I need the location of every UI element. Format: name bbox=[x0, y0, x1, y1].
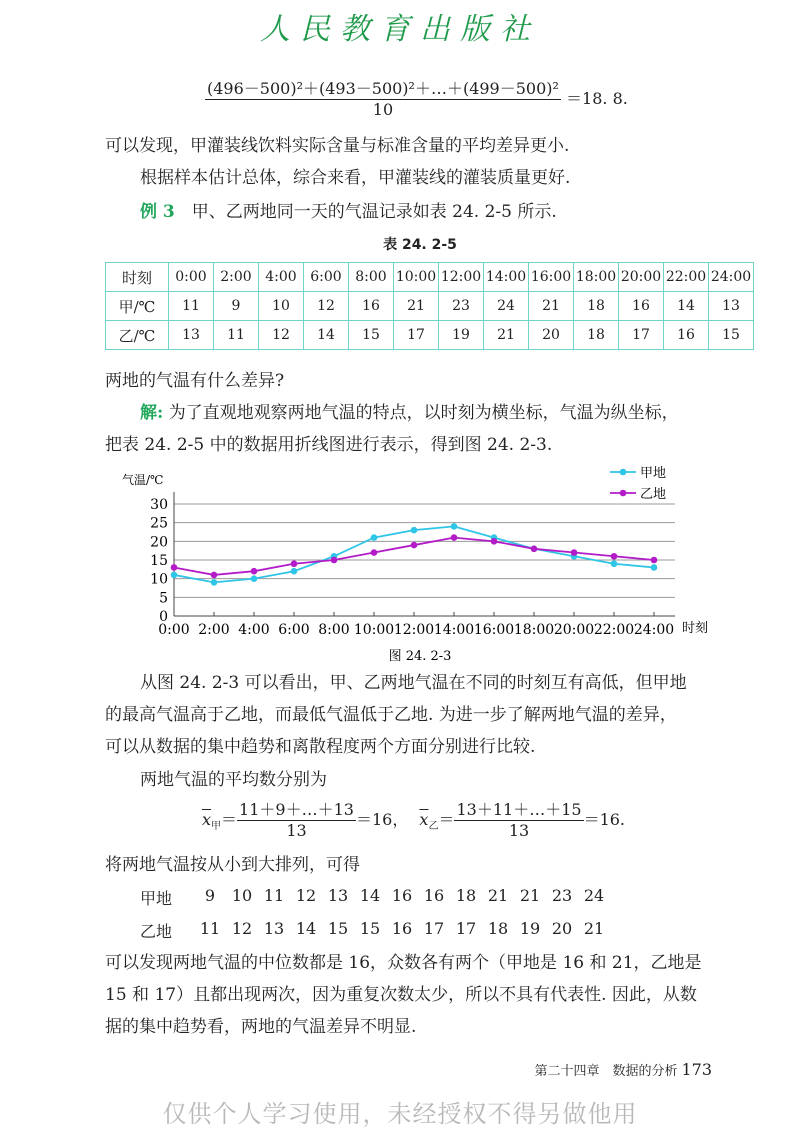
data-point bbox=[611, 553, 618, 560]
sorted-value: 24 bbox=[583, 886, 605, 905]
paragraph-6-line-3: 据的集中趋势看，两地的气温差异不明显. bbox=[105, 1017, 417, 1037]
table-cell: 20:00 bbox=[619, 263, 664, 292]
variance-formula bbox=[205, 79, 628, 120]
table-row-yi bbox=[106, 321, 754, 350]
temperature-line-chart bbox=[0, 460, 800, 670]
sorted-value: 9 bbox=[204, 886, 216, 905]
mean-var-jia: $\overline{x}$ bbox=[202, 810, 212, 829]
y-axis-label: 气温/℃ bbox=[122, 473, 164, 487]
table-row-jia bbox=[106, 292, 754, 321]
chart-legend bbox=[610, 465, 666, 502]
table-cell: 13 bbox=[709, 292, 754, 321]
table-cell: 14:00 bbox=[484, 263, 529, 292]
mean-sub-jia: 甲 bbox=[211, 821, 222, 833]
sorted-label: 甲地 bbox=[140, 889, 173, 908]
table-cell: 16 bbox=[664, 321, 709, 350]
paragraph-5: 将两地气温按从小到大排列，可得 bbox=[105, 855, 360, 875]
x-tick-label: 10:00 bbox=[353, 622, 395, 638]
row-label-yi: 乙/℃ bbox=[106, 321, 169, 350]
table-cell: 12 bbox=[259, 321, 304, 350]
paragraph-3-line-3: 可以从数据的集中趋势和离散程度两个方面分别进行比较. bbox=[105, 737, 536, 757]
table-cell: 9 bbox=[214, 292, 259, 321]
sorted-value: 14 bbox=[359, 886, 381, 905]
legend-label: 甲地 bbox=[640, 466, 667, 481]
table-cell: 21 bbox=[394, 292, 439, 321]
sorted-value: 14 bbox=[295, 919, 317, 938]
sorted-value: 23 bbox=[551, 886, 573, 905]
data-point bbox=[211, 572, 218, 579]
legend-marker bbox=[620, 490, 627, 497]
y-tick-label: 20 bbox=[150, 534, 168, 551]
data-point bbox=[451, 534, 458, 541]
solution-label: 解: bbox=[140, 403, 164, 423]
table-cell: 19 bbox=[439, 321, 484, 350]
example-text: 甲、乙两地同一天的气温记录如表 24. 2-5 所示. bbox=[191, 202, 557, 222]
data-point bbox=[371, 549, 378, 556]
sorted-value: 10 bbox=[231, 886, 253, 905]
table-cell: 24:00 bbox=[709, 263, 754, 292]
table-cell: 18 bbox=[574, 292, 619, 321]
data-point bbox=[171, 572, 178, 579]
data-point bbox=[211, 579, 218, 586]
table-cell: 12 bbox=[304, 292, 349, 321]
mean-sub-yi: 乙 bbox=[428, 821, 439, 833]
data-point bbox=[291, 568, 298, 575]
data-point bbox=[491, 538, 498, 545]
table-cell: 16 bbox=[349, 292, 394, 321]
data-point bbox=[411, 542, 418, 549]
table-cell: 24 bbox=[484, 292, 529, 321]
paragraph-3-line-1: 从图 24. 2-3 可以看出，甲、乙两地气温在不同的时刻互有高低，但甲地 bbox=[140, 673, 687, 693]
solution-line-2: 把表 24. 2-5 中的数据用折线图进行表示，得到图 24. 2-3. bbox=[105, 435, 553, 455]
sorted-value: 15 bbox=[327, 919, 349, 938]
page-footer bbox=[534, 1060, 712, 1079]
y-tick-label: 30 bbox=[150, 497, 168, 513]
paragraph-3-line-2: 的最高气温高于乙地，而最低气温低于乙地. 为进一步了解两地气温的差异， bbox=[105, 705, 677, 725]
mean-denominator-jia: 13 bbox=[286, 821, 307, 840]
mean-var-yi: $\overline{x}$ bbox=[419, 810, 429, 829]
sorted-value: 12 bbox=[295, 886, 317, 905]
y-tick-label: 10 bbox=[150, 571, 168, 588]
sorted-value: 17 bbox=[455, 919, 477, 938]
data-point bbox=[411, 527, 418, 534]
sorted-value: 16 bbox=[391, 919, 413, 938]
mean-numerator-jia: 11＋9＋…＋13 bbox=[239, 800, 354, 819]
table-cell: 6:00 bbox=[304, 263, 349, 292]
table-cell: 10:00 bbox=[394, 263, 439, 292]
table-cell: 14 bbox=[304, 321, 349, 350]
table-header-label: 时刻 bbox=[106, 263, 169, 292]
x-tick-label: 18:00 bbox=[513, 622, 555, 638]
x-tick-label: 22:00 bbox=[593, 622, 635, 638]
sorted-value: 13 bbox=[327, 886, 349, 905]
table-cell: 14 bbox=[664, 292, 709, 321]
data-point bbox=[611, 560, 618, 567]
table-title: 表 24. 2-5 bbox=[383, 237, 457, 253]
data-point bbox=[171, 564, 178, 571]
table-cell: 8:00 bbox=[349, 263, 394, 292]
data-point bbox=[371, 534, 378, 541]
paragraph-6-line-2: 15 和 17）且都出现两次，因为重复次数太少，所以不具有代表性. 因此，从数 bbox=[105, 985, 697, 1005]
table-cell: 11 bbox=[169, 292, 214, 321]
x-tick-label: 12:00 bbox=[393, 622, 435, 638]
data-point bbox=[571, 549, 578, 556]
mean-fraction-yi bbox=[454, 800, 583, 841]
table-cell: 2:00 bbox=[214, 263, 259, 292]
table-cell: 0:00 bbox=[169, 263, 214, 292]
variance-result: ＝18. 8. bbox=[566, 89, 628, 108]
x-tick-label: 2:00 bbox=[198, 622, 230, 638]
y-tick-label: 15 bbox=[150, 553, 168, 569]
table-cell: 4:00 bbox=[259, 263, 304, 292]
sorted-value: 17 bbox=[423, 919, 445, 938]
paragraph-4: 两地气温的平均数分别为 bbox=[140, 770, 327, 790]
table-cell: 16:00 bbox=[529, 263, 574, 292]
paragraph-1: 可以发现，甲灌装线饮料实际含量与标准含量的平均差异更小. bbox=[105, 136, 570, 156]
temperature-table bbox=[105, 262, 754, 350]
example-label: 例 3 bbox=[140, 202, 175, 222]
sorted-value: 11 bbox=[199, 919, 221, 938]
series-line-jia bbox=[174, 526, 654, 582]
mean-formulas: $\overline{x}_甲=$ $\frac{11+9+\dots+13}{13}$ ＝16， $\overline{x}_乙=$ $\frac{13+11+\dots+15}{13}$ ＝16. bbox=[202, 800, 626, 840]
table-cell: 12:00 bbox=[439, 263, 484, 292]
x-tick-label: 24:00 bbox=[633, 622, 675, 638]
sorted-value: 16 bbox=[423, 886, 445, 905]
x-tick-label: 16:00 bbox=[473, 622, 515, 638]
legend-marker bbox=[620, 469, 627, 476]
table-cell: 10 bbox=[259, 292, 304, 321]
page-number: 173 bbox=[681, 1060, 712, 1079]
table-cell: 17 bbox=[619, 321, 664, 350]
sorted-value: 16 bbox=[391, 886, 413, 905]
table-cell: 21 bbox=[484, 321, 529, 350]
watermark: 仅供个人学习使用，未经授权不得另做他用 bbox=[162, 1100, 638, 1128]
data-point bbox=[251, 575, 258, 582]
sorted-value: 18 bbox=[487, 919, 509, 938]
table-cell: 21 bbox=[529, 292, 574, 321]
table-cell: 16 bbox=[619, 292, 664, 321]
row-label-jia: 甲/℃ bbox=[106, 292, 169, 321]
solution-line-1 bbox=[140, 398, 679, 429]
table-cell: 15 bbox=[349, 321, 394, 350]
y-tick-label: 25 bbox=[150, 515, 168, 532]
sorted-value: 20 bbox=[551, 919, 573, 938]
sorted-value: 21 bbox=[487, 886, 509, 905]
mean-fraction-jia bbox=[237, 800, 356, 841]
chart-caption: 图 24. 2-3 bbox=[388, 649, 452, 664]
question: 两地的气温有什么差异? bbox=[105, 371, 285, 391]
y-tick-label: 5 bbox=[159, 590, 168, 607]
y-tick-label: 0 bbox=[159, 609, 168, 625]
legend-label: 乙地 bbox=[640, 487, 667, 502]
data-point bbox=[651, 557, 658, 564]
sorted-value: 15 bbox=[359, 919, 381, 938]
data-point bbox=[651, 564, 658, 571]
example-3 bbox=[140, 197, 557, 228]
table-cell: 18 bbox=[574, 321, 619, 350]
mean-numerator-yi: 13＋11＋…＋15 bbox=[456, 800, 582, 819]
table-cell: 15 bbox=[709, 321, 754, 350]
data-point bbox=[251, 568, 258, 575]
sorted-value: 21 bbox=[519, 886, 541, 905]
data-point bbox=[531, 546, 538, 553]
mean-denominator-yi: 13 bbox=[508, 821, 530, 840]
solution-text-1: 为了直观地观察两地气温的特点，以时刻为横坐标，气温为纵坐标， bbox=[168, 403, 679, 423]
data-point bbox=[331, 557, 338, 564]
data-point bbox=[291, 560, 298, 567]
table-cell: 13 bbox=[169, 321, 214, 350]
sorted-value: 21 bbox=[583, 919, 605, 938]
sorted-label: 乙地 bbox=[140, 922, 173, 941]
table-cell: 20 bbox=[529, 321, 574, 350]
publisher-logo: 人民教育出版社 bbox=[260, 12, 540, 47]
mean-result-yi: ＝16. bbox=[583, 810, 626, 829]
paragraph-6-line-1: 可以发现两地气温的中位数都是 16，众数各有两个（甲地是 16 和 21，乙地是 bbox=[105, 953, 702, 973]
x-axis-label: 时刻 bbox=[682, 621, 709, 636]
variance-numerator: (496－500)²＋(493－500)²＋…＋(499－500)² bbox=[207, 79, 559, 98]
x-tick-label: 20:00 bbox=[553, 622, 595, 638]
table-cell: 18:00 bbox=[574, 263, 619, 292]
table-cell: 17 bbox=[394, 321, 439, 350]
x-tick-label: 0:00 bbox=[158, 622, 190, 638]
sorted-value: 11 bbox=[263, 886, 285, 905]
sorted-value: 12 bbox=[231, 919, 253, 938]
mean-result-jia: ＝16， bbox=[355, 810, 409, 829]
x-tick-label: 14:00 bbox=[433, 622, 475, 638]
sorted-value: 19 bbox=[519, 919, 541, 938]
sorted-value: 18 bbox=[455, 886, 477, 905]
x-tick-label: 4:00 bbox=[238, 622, 270, 638]
paragraph-2: 根据样本估计总体，综合来看，甲灌装线的灌装质量更好. bbox=[140, 168, 571, 188]
table-cell: 22:00 bbox=[664, 263, 709, 292]
data-point bbox=[451, 523, 458, 530]
table-row-time bbox=[106, 263, 754, 292]
x-tick-label: 8:00 bbox=[318, 622, 350, 638]
variance-fraction bbox=[205, 79, 561, 120]
variance-denominator: 10 bbox=[372, 100, 394, 119]
chapter-title: 第二十四章 数据的分析 bbox=[534, 1064, 678, 1079]
x-tick-label: 6:00 bbox=[278, 622, 310, 638]
table-cell: 11 bbox=[214, 321, 259, 350]
sorted-value: 13 bbox=[263, 919, 285, 938]
table-cell: 23 bbox=[439, 292, 484, 321]
